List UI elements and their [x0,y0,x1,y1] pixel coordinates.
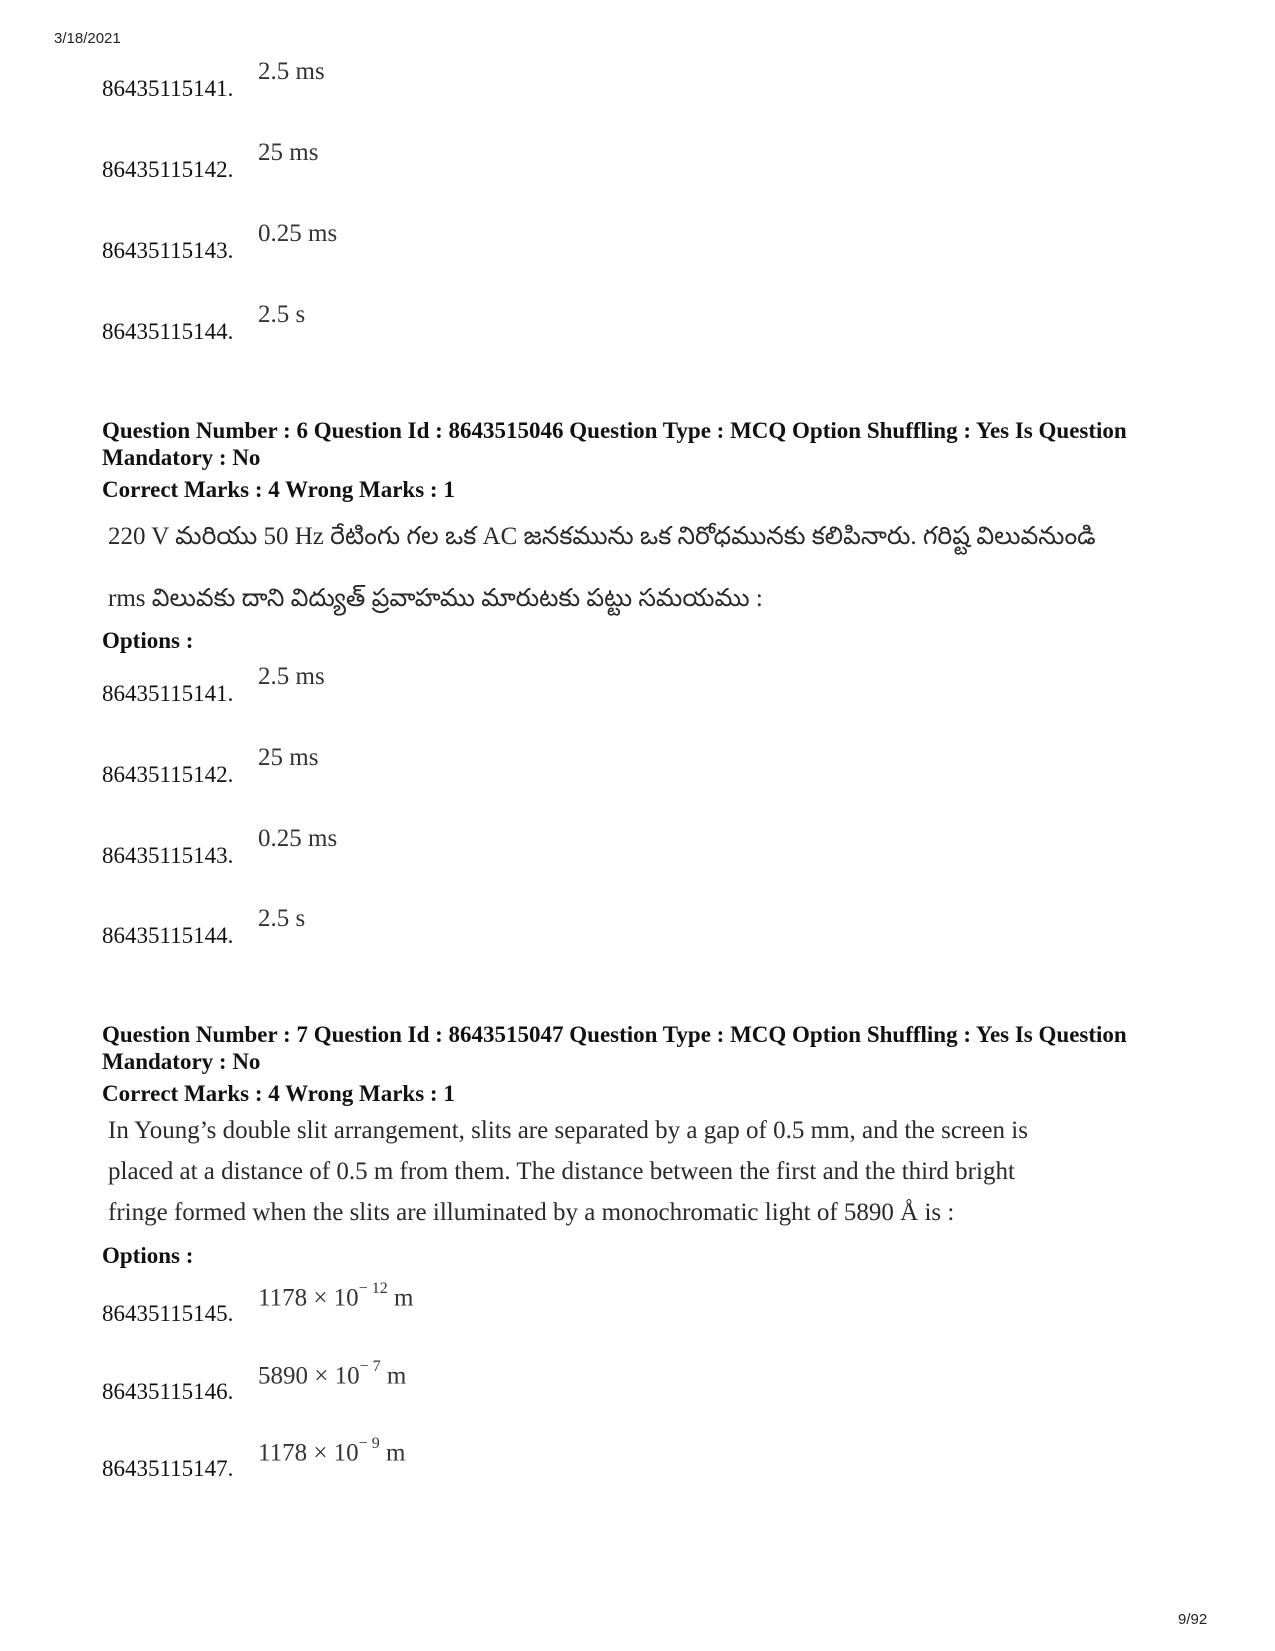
question-6-header: Question Number : 6 Question Id : 8643515046 Question Type : MCQ Option Shuffling : Yes Is Question Mandatory : No [102,418,1127,470]
option-row [102,1435,702,1486]
question-7-header: Question Number : 7 Question Id : 8643515047 Question Type : MCQ Option Shuffling : Yes Is Question Mandatory : No [102,1022,1127,1074]
option-value: 0.25 ms [258,825,338,852]
question-text-line: fringe formed when the slits are illuminated by a monochromatic light of 5890 Å is : [108,1199,955,1226]
option-exponent: − 7 [359,1358,381,1375]
option-row [102,58,702,106]
option-id: 86435115141. [102,681,234,706]
option-value: 2.5 s [258,905,306,932]
question-text-line: placed at a distance of 0.5 m from them. The distance between the first and the third bright [108,1158,1015,1185]
option-row [102,744,702,792]
option-value: 0.25 ms [258,220,338,247]
option-value: 2.5 ms [258,58,325,85]
option-id: 86435115146. [102,1379,234,1404]
option-value: 25 ms [258,744,319,771]
question-text-line: In Young’s double slit arrangement, slits are separated by a gap of 0.5 mm, and the screen is [108,1117,1028,1144]
options-label: Options : [102,1243,194,1268]
question-text-line: 220 V మరియు 50 Hz రేటింగు గల ఒక AC జనకమును ఒక నిరోధమునకు కలిపినారు. గరిష్ట విలువనుండి [108,523,1096,550]
page-number: 9/92 [1178,1611,1208,1628]
print-date: 3/18/2021 [54,30,121,47]
option-unit: m [386,1362,407,1390]
option-mantissa: 1178 × 10 [258,1284,359,1312]
option-id: 86435115145. [102,1301,234,1326]
option-row [102,220,702,268]
option-id: 86435115142. [102,157,234,182]
question-6-text [108,506,1208,630]
option-id: 86435115142. [102,762,234,787]
option-row [102,825,702,873]
option-row [102,1280,702,1331]
option-id: 86435115141. [102,76,234,101]
question-text-line: rms విలువకు దాని విద్యుత్ ప్రవాహము మారుటకు పట్టు సమయము : [108,585,763,612]
question-7-marks: Correct Marks : 4 Wrong Marks : 1 [102,1081,455,1106]
question-6-marks: Correct Marks : 4 Wrong Marks : 1 [102,477,455,502]
option-id: 86435115143. [102,238,234,263]
option-unit: m [393,1284,414,1312]
options-label: Options : [102,628,194,653]
option-id: 86435115144. [102,319,234,344]
option-row [102,301,702,349]
option-exponent: − 12 [358,1280,388,1297]
option-value [258,1435,406,1467]
option-value [258,1358,407,1390]
option-value: 25 ms [258,139,319,166]
option-value: 2.5 ms [258,663,325,690]
option-id: 86435115144. [102,923,234,948]
option-mantissa: 1178 × 10 [258,1439,359,1467]
option-value: 2.5 s [258,301,306,328]
option-exponent: − 9 [358,1435,380,1452]
option-value [258,1280,414,1312]
option-unit: m [385,1439,406,1467]
option-row [102,1358,702,1409]
option-row [102,905,702,953]
option-id: 86435115143. [102,843,234,868]
option-row [102,663,702,711]
question-7-text [108,1110,1208,1233]
option-row [102,139,702,187]
option-id: 86435115147. [102,1456,234,1481]
option-mantissa: 5890 × 10 [258,1362,360,1390]
